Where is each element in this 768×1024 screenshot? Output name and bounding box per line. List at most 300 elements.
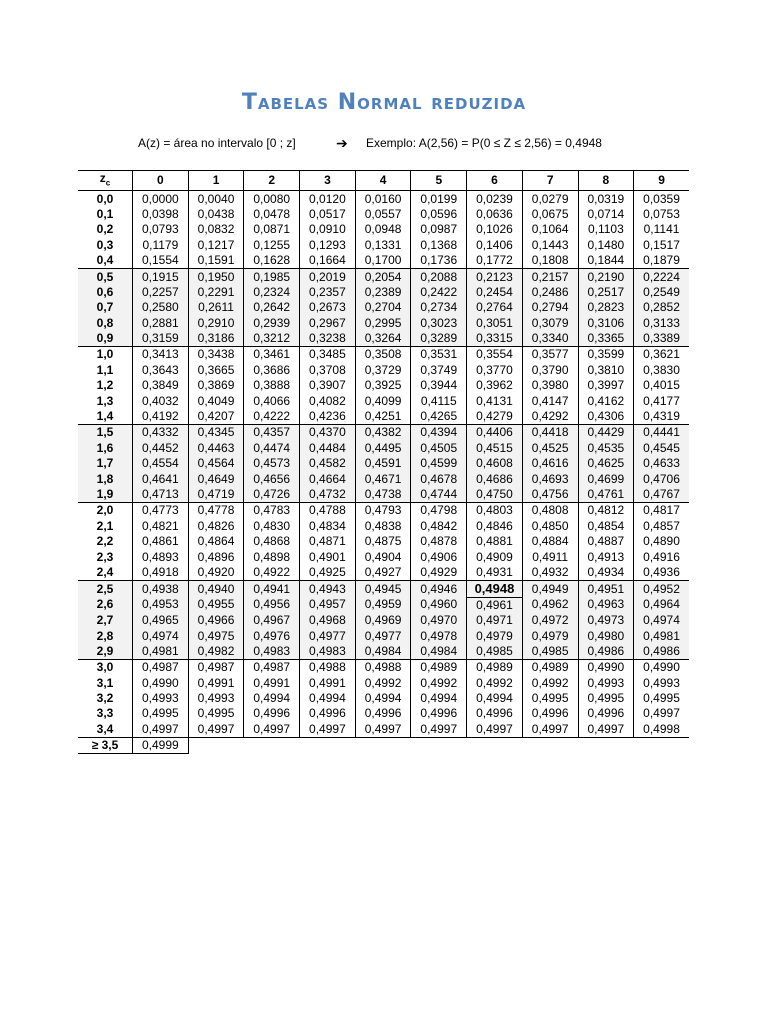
probability-cell: 0,4960 [411, 597, 467, 613]
probability-cell: 0,4995 [634, 691, 689, 706]
probability-cell: 0,3264 [355, 331, 411, 347]
probability-cell: 0,4082 [300, 393, 356, 408]
z-value: 0,2 [78, 222, 133, 237]
probability-cell: 0,3770 [467, 363, 523, 378]
probability-cell: 0,3186 [188, 331, 244, 347]
probability-cell: 0,1293 [300, 238, 356, 253]
probability-cell: 0,0832 [188, 222, 244, 237]
empty-cell [467, 738, 523, 754]
probability-cell: 0,4884 [522, 534, 578, 549]
probability-cell: 0,4946 [411, 581, 467, 597]
probability-cell: 0,1331 [355, 238, 411, 253]
z-value: 1,8 [78, 471, 133, 486]
probability-cell: 0,4986 [634, 644, 689, 660]
probability-cell: 0,4649 [188, 471, 244, 486]
probability-cell: 0,0596 [411, 207, 467, 222]
table-row [78, 471, 689, 486]
probability-cell: 0,2257 [133, 285, 189, 300]
probability-cell: 0,0319 [578, 191, 634, 207]
probability-cell: 0,4997 [188, 722, 244, 738]
probability-cell: 0,4996 [578, 706, 634, 721]
z-value: 1,7 [78, 456, 133, 471]
probability-cell: 0,1879 [634, 253, 689, 269]
probability-cell: 0,4656 [244, 471, 300, 486]
probability-cell: 0,0987 [411, 222, 467, 237]
probability-cell: 0,2157 [522, 269, 578, 285]
probability-cell: 0,1628 [244, 253, 300, 269]
probability-cell: 0,4131 [467, 393, 523, 408]
probability-cell: 0,3944 [411, 378, 467, 393]
probability-cell: 0,4177 [634, 393, 689, 408]
probability-cell: 0,4147 [522, 393, 578, 408]
probability-cell: 0,3461 [244, 347, 300, 363]
empty-cell [578, 738, 634, 754]
probability-cell: 0,4861 [133, 534, 189, 549]
table-row [78, 549, 689, 564]
probability-cell: 0,4641 [133, 471, 189, 486]
probability-cell: 0,0871 [244, 222, 300, 237]
probability-cell: 0,4864 [188, 534, 244, 549]
probability-cell: 0,4925 [300, 565, 356, 581]
probability-cell: 0,0279 [522, 191, 578, 207]
probability-cell: 0,0636 [467, 207, 523, 222]
probability-cell: 0,4997 [578, 722, 634, 738]
column-header: 4 [355, 171, 411, 191]
z-value: 0,3 [78, 238, 133, 253]
probability-cell: 0,3749 [411, 363, 467, 378]
table-row [78, 738, 689, 754]
probability-cell: 0,4999 [133, 738, 189, 754]
page-title: Tabelas Normal reduzida [241, 90, 527, 115]
probability-cell: 0,2580 [133, 300, 189, 315]
probability-cell: 0,4207 [188, 409, 244, 425]
probability-cell: 0,4162 [578, 393, 634, 408]
probability-cell: 0,2324 [244, 285, 300, 300]
probability-cell: 0,3643 [133, 363, 189, 378]
column-header: 3 [300, 171, 356, 191]
probability-cell: 0,4909 [467, 549, 523, 564]
probability-cell: 0,4992 [355, 676, 411, 691]
probability-cell: 0,4846 [467, 519, 523, 534]
probability-cell: 0,4972 [522, 613, 578, 628]
probability-cell: 0,4968 [300, 613, 356, 628]
probability-cell: 0,3159 [133, 331, 189, 347]
probability-cell: 0,4706 [634, 471, 689, 486]
table-row [78, 393, 689, 408]
z-value: 0,5 [78, 269, 133, 285]
probability-cell: 0,4996 [467, 706, 523, 721]
table-row [78, 331, 689, 347]
probability-cell: 0,4992 [522, 676, 578, 691]
probability-cell: 0,3577 [522, 347, 578, 363]
probability-cell: 0,4671 [355, 471, 411, 486]
z-value: 1,6 [78, 441, 133, 456]
z-column-header: $z_c$ [78, 171, 133, 191]
probability-cell: 0,4625 [578, 456, 634, 471]
probability-cell: 0,4997 [300, 722, 356, 738]
probability-cell: 0,4929 [411, 565, 467, 581]
z-value: 0,6 [78, 285, 133, 300]
table-row [78, 660, 689, 676]
probability-cell: 0,4996 [411, 706, 467, 721]
probability-cell: 0,4994 [355, 691, 411, 706]
probability-cell: 0,4994 [411, 691, 467, 706]
probability-cell: 0,4922 [244, 565, 300, 581]
table-row [78, 581, 689, 597]
probability-cell: 0,4515 [467, 441, 523, 456]
probability-cell: 0,4920 [188, 565, 244, 581]
z-value: 3,1 [78, 676, 133, 691]
probability-cell: 0,4993 [634, 676, 689, 691]
column-header: 1 [188, 171, 244, 191]
probability-cell: 0,4429 [578, 425, 634, 441]
probability-cell: 0,2764 [467, 300, 523, 315]
probability-cell: 0,4963 [578, 597, 634, 613]
z-value: ≥ 3,5 [78, 738, 133, 754]
probability-cell: 0,4970 [411, 613, 467, 628]
probability-cell: 0,4878 [411, 534, 467, 549]
probability-cell: 0,4969 [355, 613, 411, 628]
table-body [78, 191, 689, 754]
probability-cell: 0,4996 [355, 706, 411, 721]
z-value: 3,4 [78, 722, 133, 738]
table-row [78, 425, 689, 441]
probability-cell: 0,2019 [300, 269, 356, 285]
column-header: 5 [411, 171, 467, 191]
probability-cell: 0,4983 [244, 644, 300, 660]
probability-cell: 0,4505 [411, 441, 467, 456]
probability-cell: 0,4896 [188, 549, 244, 564]
probability-cell: 0,3079 [522, 316, 578, 331]
probability-cell: 0,4744 [411, 487, 467, 503]
z-value: 0,4 [78, 253, 133, 269]
probability-cell: 0,4977 [300, 628, 356, 643]
probability-cell: 0,4992 [467, 676, 523, 691]
probability-cell: 0,4049 [188, 393, 244, 408]
probability-cell: 0,4898 [244, 549, 300, 564]
probability-cell: 0,4901 [300, 549, 356, 564]
probability-cell: 0,1179 [133, 238, 189, 253]
probability-cell: 0,1443 [522, 238, 578, 253]
probability-cell: 0,1844 [578, 253, 634, 269]
z-value: 3,0 [78, 660, 133, 676]
z-value: 2,6 [78, 597, 133, 613]
z-value: 1,2 [78, 378, 133, 393]
probability-cell: 0,1517 [634, 238, 689, 253]
probability-cell: 0,4406 [467, 425, 523, 441]
probability-cell: 0,4738 [355, 487, 411, 503]
probability-cell: 0,0675 [522, 207, 578, 222]
probability-cell: 0,4906 [411, 549, 467, 564]
probability-cell: 0,4798 [411, 503, 467, 519]
probability-cell: 0,3621 [634, 347, 689, 363]
probability-cell: 0,4993 [188, 691, 244, 706]
area-definition: A(z) = área no intervalo [0 ; z] [138, 136, 296, 150]
probability-cell: 0,4995 [188, 706, 244, 721]
probability-cell: 0,4953 [133, 597, 189, 613]
probability-cell: 0,4964 [634, 597, 689, 613]
probability-cell: 0,3212 [244, 331, 300, 347]
probability-cell: 0,4842 [411, 519, 467, 534]
probability-cell: 0,4564 [188, 456, 244, 471]
probability-cell: 0,3133 [634, 316, 689, 331]
probability-cell: 0,2224 [634, 269, 689, 285]
probability-cell: 0,3849 [133, 378, 189, 393]
empty-cell [355, 738, 411, 754]
probability-cell: 0,0160 [355, 191, 411, 207]
probability-cell: 0,4995 [522, 691, 578, 706]
probability-cell: 0,2967 [300, 316, 356, 331]
probability-cell: 0,4463 [188, 441, 244, 456]
probability-cell: 0,2823 [578, 300, 634, 315]
probability-cell: 0,1368 [411, 238, 467, 253]
probability-cell: 0,4911 [522, 549, 578, 564]
probability-cell: 0,4941 [244, 581, 300, 597]
z-value: 1,4 [78, 409, 133, 425]
probability-cell: 0,4599 [411, 456, 467, 471]
probability-cell: 0,4991 [244, 676, 300, 691]
probability-cell: 0,4887 [578, 534, 634, 549]
z-value: 2,9 [78, 644, 133, 660]
probability-cell: 0,1064 [522, 222, 578, 237]
probability-cell: 0,4940 [188, 581, 244, 597]
probability-cell: 0,1217 [188, 238, 244, 253]
probability-cell: 0,0517 [300, 207, 356, 222]
probability-cell: 0,4834 [300, 519, 356, 534]
probability-cell: 0,4756 [522, 487, 578, 503]
probability-cell: 0,4319 [634, 409, 689, 425]
table-row [78, 519, 689, 534]
table-row [78, 722, 689, 738]
normal-distribution-table [78, 170, 689, 754]
probability-cell: 0,4984 [355, 644, 411, 660]
probability-cell: 0,0199 [411, 191, 467, 207]
probability-cell: 0,4793 [355, 503, 411, 519]
probability-cell: 0,0557 [355, 207, 411, 222]
probability-cell: 0,3365 [578, 331, 634, 347]
probability-cell: 0,4974 [133, 628, 189, 643]
z-value: 0,8 [78, 316, 133, 331]
table-row [78, 503, 689, 519]
probability-cell: 0,4115 [411, 393, 467, 408]
probability-cell: 0,0438 [188, 207, 244, 222]
probability-cell: 0,1985 [244, 269, 300, 285]
probability-cell: 0,4904 [355, 549, 411, 564]
probability-cell: 0,3051 [467, 316, 523, 331]
empty-cell [300, 738, 356, 754]
probability-cell: 0,0120 [300, 191, 356, 207]
z-value: 2,8 [78, 628, 133, 643]
probability-cell: 0,4236 [300, 409, 356, 425]
probability-cell: 0,4966 [188, 613, 244, 628]
probability-cell: 0,4988 [300, 660, 356, 676]
probability-cell: 0,3830 [634, 363, 689, 378]
probability-cell: 0,2673 [300, 300, 356, 315]
probability-cell: 0,4957 [300, 597, 356, 613]
probability-cell: 0,4868 [244, 534, 300, 549]
probability-cell: 0,4997 [467, 722, 523, 738]
probability-cell: 0,4767 [634, 487, 689, 503]
probability-cell: 0,4875 [355, 534, 411, 549]
example-text: Exemplo: A(2,56) = P(0 ≤ Z ≤ 2,56) = 0,4948 [366, 136, 602, 150]
probability-cell: 0,4686 [467, 471, 523, 486]
probability-cell: 0,2881 [133, 316, 189, 331]
probability-cell: 0,4993 [578, 676, 634, 691]
table-row [78, 597, 689, 613]
probability-cell: 0,4773 [133, 503, 189, 519]
empty-cell [522, 738, 578, 754]
probability-cell: 0,2852 [634, 300, 689, 315]
probability-cell: 0,4099 [355, 393, 411, 408]
probability-cell: 0,4990 [133, 676, 189, 691]
probability-cell: 0,4251 [355, 409, 411, 425]
z-value: 2,7 [78, 613, 133, 628]
z-value: 1,1 [78, 363, 133, 378]
probability-cell: 0,4573 [244, 456, 300, 471]
probability-cell: 0,4979 [522, 628, 578, 643]
probability-cell: 0,4616 [522, 456, 578, 471]
probability-cell: 0,1772 [467, 253, 523, 269]
table-row [78, 253, 689, 269]
table-row [78, 613, 689, 628]
probability-cell: 0,4788 [300, 503, 356, 519]
probability-cell: 0,4699 [578, 471, 634, 486]
z-value: 0,7 [78, 300, 133, 315]
probability-cell: 0,1255 [244, 238, 300, 253]
empty-cell [411, 738, 467, 754]
probability-cell: 0,4990 [634, 660, 689, 676]
probability-cell: 0,4979 [467, 628, 523, 643]
z-value: 1,9 [78, 487, 133, 503]
probability-cell: 0,4830 [244, 519, 300, 534]
probability-cell: 0,1103 [578, 222, 634, 237]
table-row [78, 207, 689, 222]
probability-cell: 0,3888 [244, 378, 300, 393]
probability-cell: 0,2389 [355, 285, 411, 300]
probability-cell: 0,2995 [355, 316, 411, 331]
table-row [78, 316, 689, 331]
probability-cell: 0,4987 [188, 660, 244, 676]
probability-cell: 0,4989 [411, 660, 467, 676]
table-row [78, 487, 689, 503]
probability-cell: 0,3389 [634, 331, 689, 347]
probability-cell: 0,2910 [188, 316, 244, 331]
probability-cell: 0,3554 [467, 347, 523, 363]
probability-cell: 0,3413 [133, 347, 189, 363]
probability-cell: 0,4974 [634, 613, 689, 628]
probability-cell: 0,4994 [467, 691, 523, 706]
probability-cell: 0,1915 [133, 269, 189, 285]
probability-cell: 0,3708 [300, 363, 356, 378]
z-value: 0,0 [78, 191, 133, 207]
probability-cell: 0,4678 [411, 471, 467, 486]
table-row [78, 378, 689, 393]
table-row [78, 691, 689, 706]
table-row [78, 222, 689, 237]
probability-cell: 0,2794 [522, 300, 578, 315]
z-value: 0,1 [78, 207, 133, 222]
probability-cell: 0,4995 [578, 691, 634, 706]
probability-cell: 0,4761 [578, 487, 634, 503]
probability-cell: 0,1406 [467, 238, 523, 253]
probability-cell: 0,4987 [244, 660, 300, 676]
probability-cell: 0,4980 [578, 628, 634, 643]
probability-cell: 0,0910 [300, 222, 356, 237]
probability-cell: 0,2704 [355, 300, 411, 315]
table-row [78, 534, 689, 549]
probability-cell: 0,4826 [188, 519, 244, 534]
probability-cell: 0,4971 [467, 613, 523, 628]
probability-cell: 0,4554 [133, 456, 189, 471]
probability-cell: 0,4997 [244, 722, 300, 738]
table-row [78, 300, 689, 315]
probability-cell: 0,3289 [411, 331, 467, 347]
z-value: 2,5 [78, 581, 133, 597]
probability-cell: 0,2088 [411, 269, 467, 285]
probability-cell: 0,0239 [467, 191, 523, 207]
probability-cell: 0,4525 [522, 441, 578, 456]
column-header: 9 [634, 171, 689, 191]
probability-cell: 0,0359 [634, 191, 689, 207]
probability-cell: 0,1554 [133, 253, 189, 269]
table-row [78, 456, 689, 471]
probability-cell: 0,3790 [522, 363, 578, 378]
probability-cell: 0,4783 [244, 503, 300, 519]
probability-cell: 0,2642 [244, 300, 300, 315]
probability-cell: 0,3980 [522, 378, 578, 393]
probability-cell: 0,4994 [244, 691, 300, 706]
probability-cell: 0,4984 [411, 644, 467, 660]
probability-cell: 0,4981 [133, 644, 189, 660]
probability-cell: 0,4484 [300, 441, 356, 456]
probability-cell: 0,4997 [634, 706, 689, 721]
probability-cell: 0,3810 [578, 363, 634, 378]
probability-cell: 0,3531 [411, 347, 467, 363]
probability-cell: 0,4474 [244, 441, 300, 456]
probability-cell: 0,4962 [522, 597, 578, 613]
probability-cell: 0,4871 [300, 534, 356, 549]
probability-cell: 0,4881 [467, 534, 523, 549]
probability-cell: 0,3023 [411, 316, 467, 331]
probability-cell: 0,3508 [355, 347, 411, 363]
probability-cell: 0,4943 [300, 581, 356, 597]
probability-cell: 0,3962 [467, 378, 523, 393]
probability-cell: 0,4591 [355, 456, 411, 471]
z-value: 2,1 [78, 519, 133, 534]
probability-cell: 0,0398 [133, 207, 189, 222]
probability-cell: 0,4989 [467, 660, 523, 676]
probability-cell: 0,4693 [522, 471, 578, 486]
table-row [78, 191, 689, 207]
table-row [78, 285, 689, 300]
probability-cell: 0,4996 [244, 706, 300, 721]
probability-cell: 0,2939 [244, 316, 300, 331]
probability-cell: 0,4967 [244, 613, 300, 628]
probability-cell: 0,4608 [467, 456, 523, 471]
column-header: 2 [244, 171, 300, 191]
table-row [78, 644, 689, 660]
table-row [78, 441, 689, 456]
probability-cell: 0,4952 [634, 581, 689, 597]
column-header: 8 [578, 171, 634, 191]
table-row [78, 269, 689, 285]
table-row [78, 409, 689, 425]
probability-cell: 0,4918 [133, 565, 189, 581]
probability-cell: 0,3340 [522, 331, 578, 347]
probability-cell: 0,4989 [522, 660, 578, 676]
z-value: 0,9 [78, 331, 133, 347]
z-value: 2,4 [78, 565, 133, 581]
